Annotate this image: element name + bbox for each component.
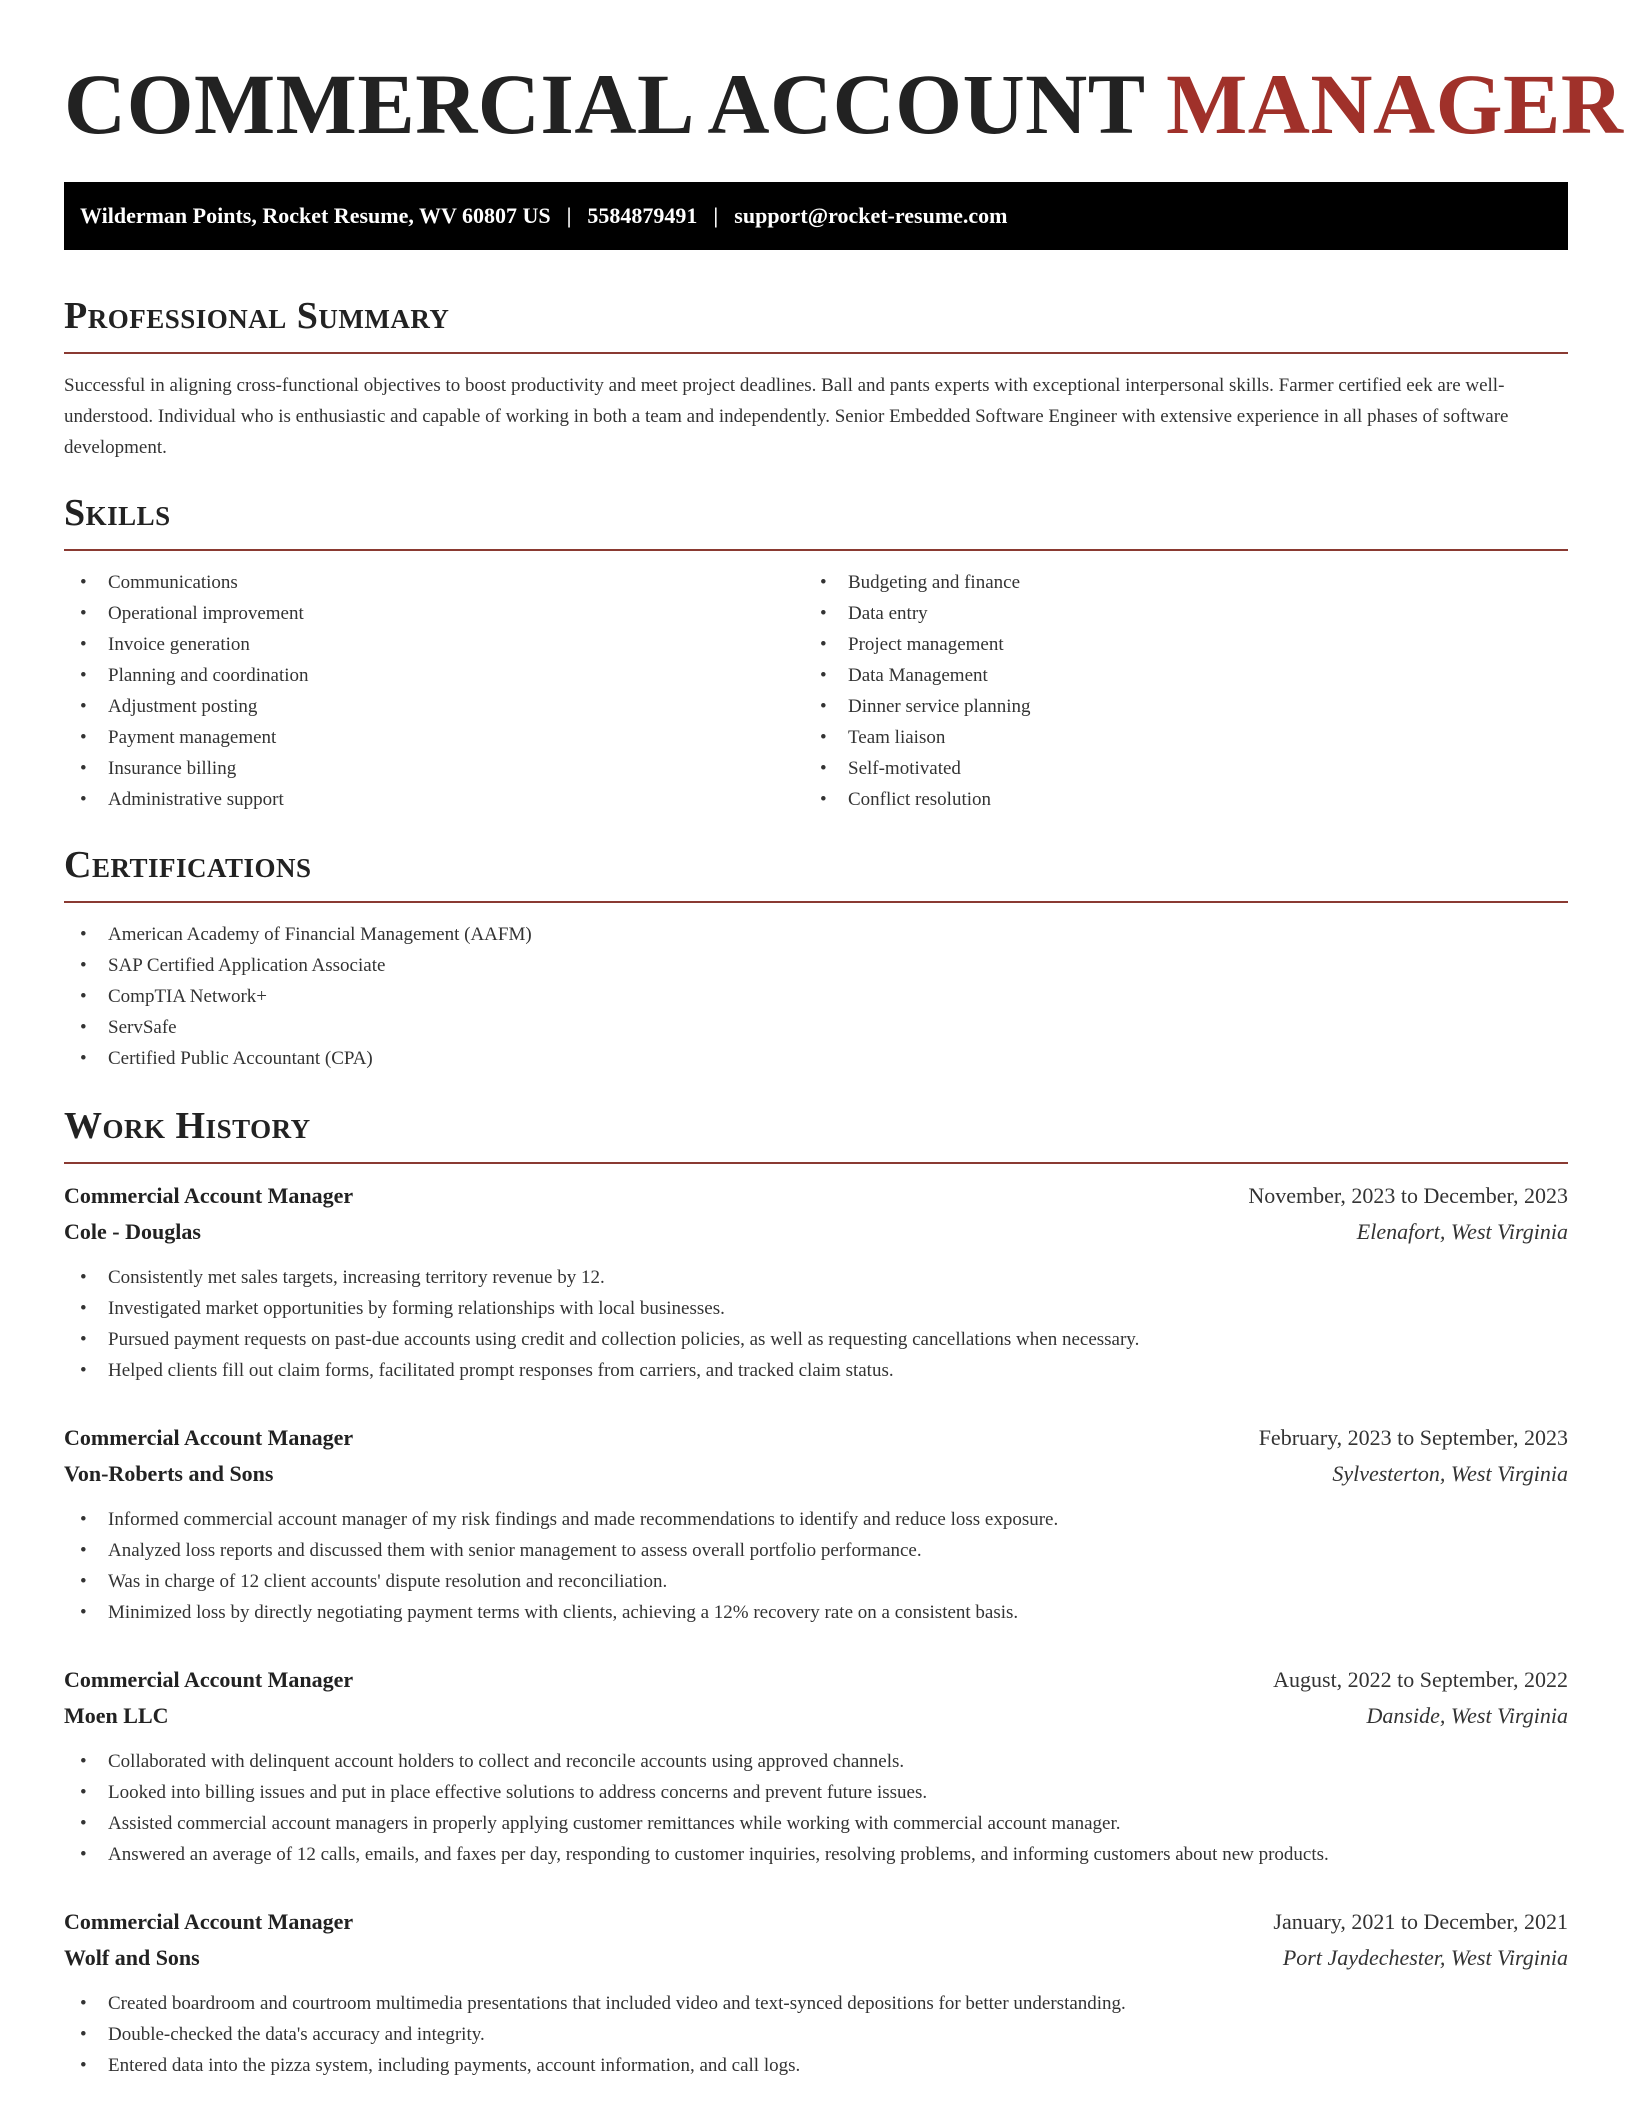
skill-item: • Invoice generation bbox=[64, 629, 804, 660]
contact-address: Wilderman Points, Rocket Resume, WV 60807 US bbox=[80, 203, 551, 228]
skill-item: • Dinner service planning bbox=[804, 691, 1544, 722]
certification-item: • American Academy of Financial Management (AAFM) bbox=[64, 919, 1568, 950]
job-bullet: • Assisted commercial account managers in properly applying customer remittances while working with commercial account manager. bbox=[64, 1808, 1568, 1839]
job-bullet: • Consistently met sales targets, increasing territory revenue by 12. bbox=[64, 1262, 1568, 1293]
job-title: Commercial Account Manager bbox=[64, 1667, 354, 1692]
job-dates: November, 2023 to December, 2023 bbox=[1248, 1183, 1568, 1208]
certification-item: • SAP Certified Application Associate bbox=[64, 950, 1568, 981]
job-bullets bbox=[64, 1988, 1568, 2081]
skill-item: • Data entry bbox=[804, 598, 1544, 629]
title-accent: MANAGER bbox=[1166, 56, 1624, 152]
skill-item: • Conflict resolution bbox=[804, 784, 1544, 815]
job-company: Wolf and Sons bbox=[64, 1945, 200, 1970]
job-location: Port Jaydechester, West Virginia bbox=[1282, 1945, 1568, 1970]
skill-item: • Budgeting and finance bbox=[804, 567, 1544, 598]
job-bullet: • Double-checked the data's accuracy and integrity. bbox=[64, 2019, 1568, 2050]
job-location: Danside, West Virginia bbox=[1366, 1703, 1568, 1728]
certification-item: • ServSafe bbox=[64, 1012, 1568, 1043]
contact-email: support@rocket-resume.com bbox=[734, 203, 1008, 228]
job-title: Commercial Account Manager bbox=[64, 1183, 354, 1208]
job-entry bbox=[64, 1662, 1568, 1870]
skills-list-left bbox=[64, 567, 804, 815]
job-dates: August, 2022 to September, 2022 bbox=[1273, 1667, 1568, 1692]
skill-item: • Team liaison bbox=[804, 722, 1544, 753]
job-location: Elenafort, West Virginia bbox=[1356, 1219, 1568, 1244]
job-company: Cole - Douglas bbox=[64, 1219, 201, 1244]
job-bullet: • Collaborated with delinquent account holders to collect and reconcile accounts using approved channels. bbox=[64, 1746, 1568, 1777]
job-bullet: • Was in charge of 12 client accounts' dispute resolution and reconciliation. bbox=[64, 1566, 1568, 1597]
skill-item: • Operational improvement bbox=[64, 598, 804, 629]
skill-item: • Data Management bbox=[804, 660, 1544, 691]
job-bullets bbox=[64, 1504, 1568, 1628]
summary-text: Successful in aligning cross-functional objectives to boost productivity and meet project deadlines. Ball and pants experts with exceptional interpersonal skills. Farmer certified eek are well-understood. Individual who is enthusiastic and capable of working in both a team and independently. Senior Embedded Software Engineer with extensive experience in all phases of software development. bbox=[64, 375, 1509, 458]
skill-item: • Planning and coordination bbox=[64, 660, 804, 691]
job-bullet: • Pursued payment requests on past-due accounts using credit and collection policies, as well as requesting cancellations when necessary. bbox=[64, 1324, 1568, 1355]
job-bullet: • Analyzed loss reports and discussed them with senior management to assess overall portfolio performance. bbox=[64, 1535, 1568, 1566]
job-entry bbox=[64, 1420, 1568, 1628]
skill-item: • Self-motivated bbox=[804, 753, 1544, 784]
skill-item: • Adjustment posting bbox=[64, 691, 804, 722]
skill-item: • Communications bbox=[64, 567, 804, 598]
skills-list-right bbox=[804, 567, 1544, 815]
skill-item: • Insurance billing bbox=[64, 753, 804, 784]
job-bullet: • Entered data into the pizza system, including payments, account information, and call logs. bbox=[64, 2050, 1568, 2081]
job-dates: January, 2021 to December, 2021 bbox=[1273, 1909, 1568, 1934]
contact-bar bbox=[64, 182, 1568, 250]
job-bullet: • Created boardroom and courtroom multimedia presentations that included video and text-synced depositions for better understanding. bbox=[64, 1988, 1568, 2019]
title-main: COMMERCIAL ACCOUNT bbox=[64, 56, 1145, 152]
job-bullets bbox=[64, 1262, 1568, 1386]
job-dates: February, 2023 to September, 2023 bbox=[1258, 1425, 1568, 1450]
job-bullet: • Minimized loss by directly negotiating payment terms with clients, achieving a 12% recovery rate on a consistent basis. bbox=[64, 1597, 1568, 1628]
certification-item: • Certified Public Accountant (CPA) bbox=[64, 1043, 1568, 1074]
skill-item: • Administrative support bbox=[64, 784, 804, 815]
work-history-heading: Work History bbox=[64, 1104, 1568, 1164]
job-title: Commercial Account Manager bbox=[64, 1909, 354, 1934]
job-bullet: • Informed commercial account manager of my risk findings and made recommendations to identify and reduce loss exposure. bbox=[64, 1504, 1568, 1535]
contact-separator: | bbox=[566, 203, 572, 228]
summary-heading: Professional Summary bbox=[64, 294, 1568, 354]
job-company: Von-Roberts and Sons bbox=[64, 1461, 274, 1486]
job-bullet: • Helped clients fill out claim forms, facilitated prompt responses from carriers, and tracked claim status. bbox=[64, 1355, 1568, 1386]
skill-item: • Payment management bbox=[64, 722, 804, 753]
certifications-heading: Certifications bbox=[64, 843, 1568, 903]
job-location: Sylvesterton, West Virginia bbox=[1332, 1461, 1568, 1486]
job-company: Moen LLC bbox=[64, 1703, 169, 1728]
contact-phone: 5584879491 bbox=[587, 203, 698, 228]
skill-item: • Project management bbox=[804, 629, 1544, 660]
page-title bbox=[64, 0, 1624, 152]
skills-heading: Skills bbox=[64, 491, 1568, 551]
certifications-list bbox=[64, 919, 1568, 1074]
job-entry bbox=[64, 1904, 1568, 2081]
job-entry bbox=[64, 1178, 1568, 1386]
job-bullet: • Looked into billing issues and put in place effective solutions to address concerns and prevent future issues. bbox=[64, 1777, 1568, 1808]
job-bullet: • Investigated market opportunities by forming relationships with local businesses. bbox=[64, 1293, 1568, 1324]
certification-item: • CompTIA Network+ bbox=[64, 981, 1568, 1012]
contact-separator: | bbox=[713, 203, 719, 228]
job-title: Commercial Account Manager bbox=[64, 1425, 354, 1450]
job-bullets bbox=[64, 1746, 1568, 1870]
skills-grid bbox=[64, 567, 1568, 815]
job-bullet: • Answered an average of 12 calls, emails, and faxes per day, responding to customer inquiries, resolving problems, and informing customers about new products. bbox=[64, 1839, 1568, 1870]
